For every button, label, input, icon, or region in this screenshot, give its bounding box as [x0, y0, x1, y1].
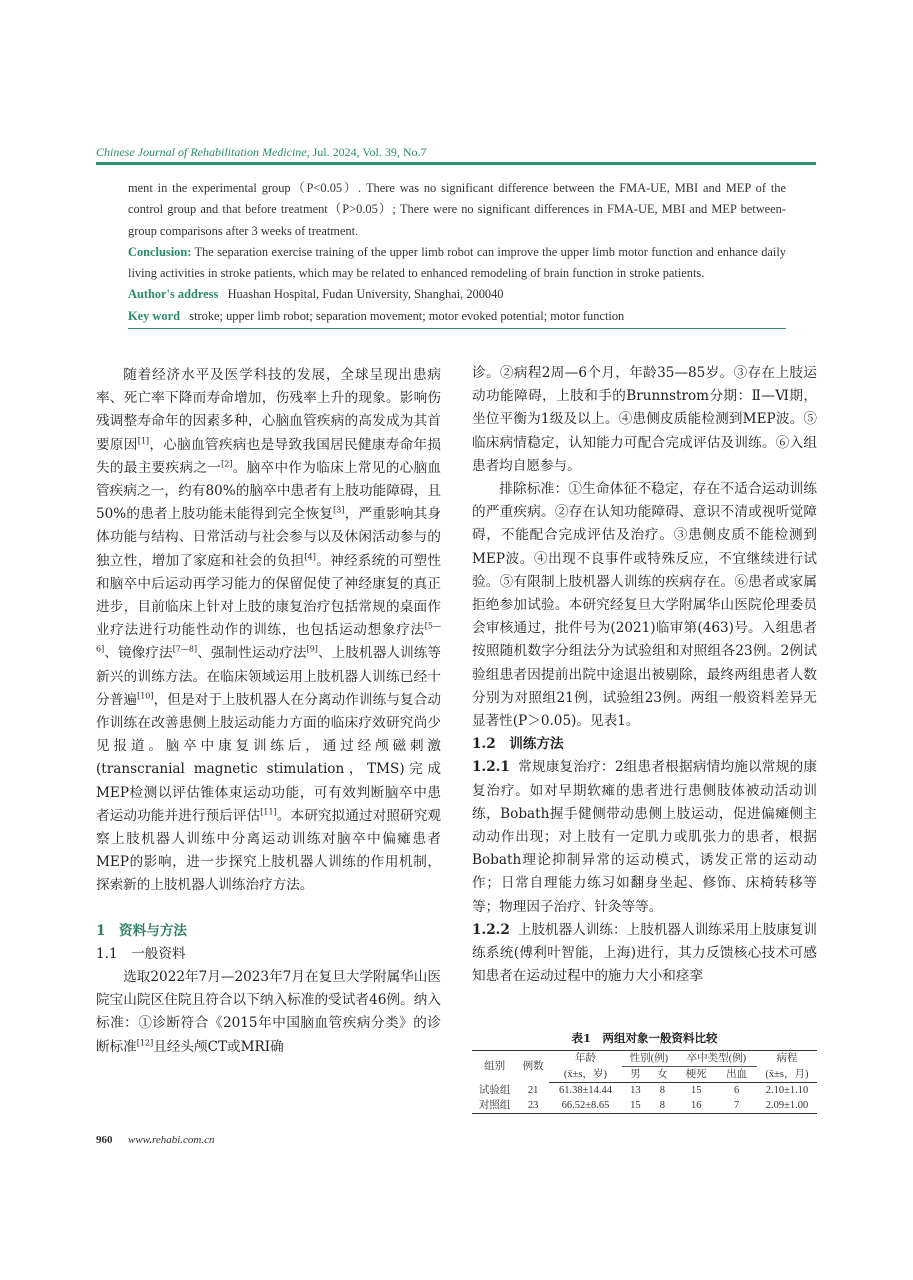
subjects-paragraph: 选取2022年7月—2023年7月在复旦大学附属华山医院宝山院区住院且符合以下纳入标准的受试者46例。纳入标准：①诊断符合《2015年中国脑血管疾病分类》的诊断标准[12]且经头颅CT或MRI确: [96, 969, 441, 1055]
section-1-2-2: 1.2.2 上肢机器人训练：上肢机器人训练采用上肢康复训练系统(傅利叶智能，上海)进行，其力反馈核心技术可感知患者在运动过程中的施力大小和痉挛: [472, 921, 817, 985]
section-1-1-heading: 1.1 一般资料: [96, 945, 186, 962]
right-column: [472, 362, 817, 988]
keywords: [128, 306, 786, 329]
col-infarction: 梗死: [676, 1067, 716, 1083]
header-rule: [96, 162, 816, 165]
page-footer: [96, 1133, 214, 1146]
col-sex: 性别(例): [622, 1051, 676, 1067]
col-age-unit: (x̄±s，岁): [549, 1067, 622, 1083]
baseline-table: [472, 1050, 817, 1114]
col-type: 卒中类型(例): [676, 1051, 757, 1067]
col-course: 病程: [757, 1051, 817, 1067]
col-course-unit: (x̄±s，月): [757, 1067, 817, 1083]
section-1-2-1: 1.2.1 常规康复治疗：2组患者根据病情均施以常规的康复治疗。如对早期软瘫的患者进行患侧肢体被动活动训练，Bobath握手健侧带动患侧上肢运动，促进偏瘫侧主动动作出现；对上肢有一定肌力或肌张力的患者，根据Bobath理论抑制异常的运动模式，诱发正常的运动动作；日常自理能力练习如翻身坐起、修饰、床椅转移等等；物理因子治疗、针灸等等。: [472, 759, 817, 915]
col-group: 组别: [472, 1051, 517, 1083]
table-row: 试验组 21 61.38±14.44 13 8 15 6 2.10±1.10: [478, 1084, 809, 1096]
col-age: 年龄: [549, 1051, 622, 1067]
col-male: 男: [622, 1067, 649, 1083]
left-column: [96, 364, 441, 1059]
address-text: Huashan Hospital, Fudan University, Shanghai, 200040: [227, 287, 504, 302]
section-1-2-heading: 1.2 训练方法: [472, 736, 564, 753]
page-number: 960: [96, 1134, 113, 1146]
journal-url: www.rehabi.com.cn: [128, 1134, 215, 1146]
results-tail: ment in the experimental group（P<0.05）. There was no significant difference between the FMA-UE, MBI and MEP of the control group and that before treatment（P>0.05）; There were no significant differences in FMA-UE, MBI and MEP between-group comparisons after 3 weeks of treatment.: [128, 181, 786, 238]
running-header: [96, 145, 816, 163]
table-row: 对照组 23 66.52±8.65 15 8 16 7 2.09±1.00: [472, 1098, 817, 1114]
conclusion-text: The separation exercise training of the upper limb robot can improve the upper limb motor function and enhance daily living activities in stroke patients, which may be related to enhanced remodeling of brain function in stroke patients.: [128, 244, 786, 281]
keyword-label: Key word: [128, 308, 180, 323]
conclusion: [128, 242, 786, 285]
table-1: [472, 1030, 817, 1114]
conclusion-label: Conclusion:: [128, 244, 192, 259]
journal-name: Chinese Journal of Rehabilitation Medicine,: [96, 145, 310, 159]
table-title: 表1 两组对象一般资料比较: [571, 1031, 718, 1045]
exclusion-paragraph: 排除标准：①生命体征不稳定，存在不适合运动训练的严重疾病。②存在认知功能障碍、意识不清或视听觉障碍，不能配合完成评估及治疗。③患侧皮质不能检测到MEP波。④出现不良事件或特殊反应，不宜继续进行试验。⑤有限制上肢机器人训练的疾病存在。⑥患者或家属拒绝参加试验。本研究经复旦大学附属华山医院伦理委员会审核通过，批件号为(2021)临审第(463)号。入组患者按照随机数字分组法分为试验组和对照组各23例。2例试验组患者因提前出院中途退出被剔除，最终两组患者人数分别为对照组21例，试验组23例。两组一般资料差异无显著性(P＞0.05)。见表1。: [472, 481, 817, 730]
keyword-text: stroke; upper limb robot; separation movement; motor evoked potential; motor function: [189, 308, 625, 323]
english-abstract: [128, 178, 786, 329]
journal-issue: Jul. 2024, Vol. 39, No.7: [312, 145, 427, 159]
col-hemorrhage: 出血: [716, 1067, 756, 1083]
author-address: [128, 284, 786, 305]
address-label: Author's address: [128, 287, 219, 302]
intro-paragraph: 随着经济水平及医学科技的发展，全球呈现出患病率、死亡率下降而寿命增加，伤残率上升的现象。影响伤残调整寿命年的因素多种，心脑血管疾病的高发成为其首要原因[1]，心脑血管疾病也是导致我国居民健康寿命年损失的最主要疾病之一[2]。脑卒中作为临床上常见的心脑血管疾病之一，约有80%的脑卒中患者有上肢功能障碍，且50%的患者上肢功能未能得到完全恢复[3]，严重影响其身体功能与结构、日常活动与社会参与以及休闲活动参与的独立性，增加了家庭和社会的负担[4]。神经系统的可塑性和脑卒中后运动再学习能力的保留促使了神经康复的真正进步，目前临床上针对上肢的康复治疗包括常规的桌面作业疗法进行功能性动作的训练，也包括运动想象疗法[5—6]、镜像疗法[7—8]、强制性运动疗法[9]、上肢机器人训练等新兴的训练方法。在临床领域运用上肢机器人训练已经十分普遍[10]，但是对于上肢机器人在分离动作训练与复合动作训练在改善患侧上肢运动能力方面的临床疗效研究尚少见报道。脑卒中康复训练后，通过经颅磁刺激(transcranial magnetic stimulation，TMS)完成MEP检测以评估锥体束运动功能，可有效判断脑卒中患者运动功能并进行预后评估[11]。本研究拟通过对照研究观察上肢机器人训练中分离运动训练对脑卒中偏瘫患者MEP的影响，进一步探究上肢机器人训练的作用机制，探索新的上肢机器人训练治疗方法。: [96, 367, 442, 894]
col-female: 女: [649, 1067, 676, 1083]
inclusion-continued: 诊。②病程2周—6个月，年龄35—85岁。③存在上肢运动功能障碍，上肢和手的Brunnstrom分期：Ⅱ—Ⅵ期，坐位平衡为1级及以上。④患侧皮质能检测到MEP波。⑤临床病情稳定，认知能力可配合完成评估及训练。⑥入组患者均自愿参与。: [472, 365, 817, 474]
section-1-heading: 1 资料与方法: [96, 922, 188, 939]
col-n: 例数: [517, 1051, 549, 1083]
